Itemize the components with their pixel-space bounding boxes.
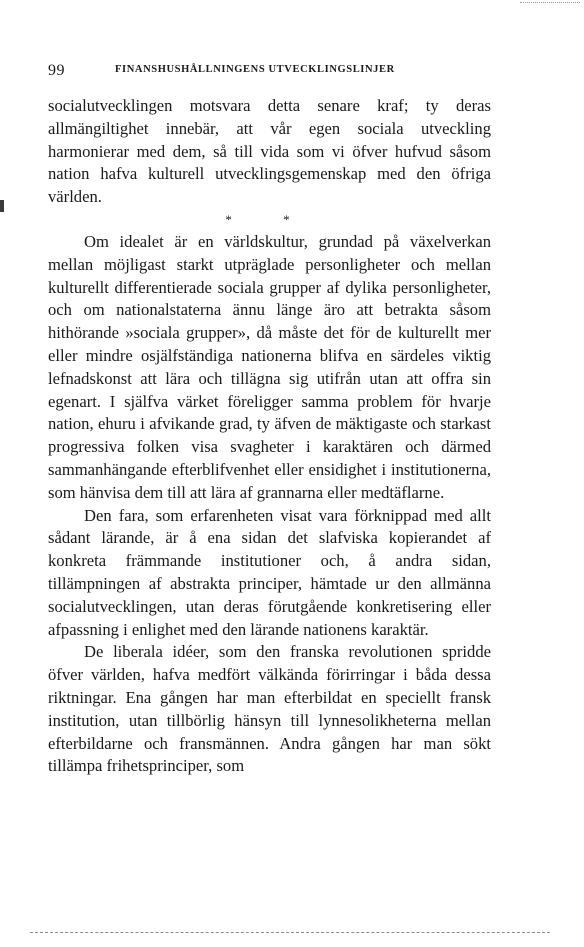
section-break-asterisks: * * xyxy=(225,211,314,227)
scan-corner-mark xyxy=(520,2,580,3)
page-number: 99 xyxy=(48,62,65,79)
body-text xyxy=(48,95,491,778)
scan-edge-mark xyxy=(0,200,4,212)
paragraph-continuation: socialutvecklingen motsvara detta senare kraf; ty deras allmängiltighet innebär, att vår egen sociala utveckling harmonierar med dem, så till vida som vi öfver hufvud såsom nation hafva kulturell utvecklingsgemenskap med den öfriga världen. xyxy=(48,96,491,207)
scan-bottom-edge xyxy=(30,932,550,933)
running-head: FINANSHUSHÅLLNINGENS UTVECKLINGSLINJER xyxy=(115,64,395,75)
page-header xyxy=(48,58,488,80)
paragraph: De liberala idéer, som den franska revolutionen spridde öfver världen, hafva medfört välkända förirringar i båda dessa riktningar. Ena gången har man efterbildat en speciellt fransk institution, utan tillbörlig hänsyn till lynnesolikheterna mellan efterbildarne och fransmännen. Andra gången har man sökt tillämpa frihetsprinciper, som xyxy=(48,642,491,776)
paragraph: Om idealet är en världskultur, grundad på växelverkan mellan möjligast starkt utpräglade personligheter och mellan kulturellt differentierade sociala grupper af dylika personligheter, och om nationalstaterna ännu länge äro att betrakta såsom hithörande »sociala grupper», då måste det för de kulturellt mer eller mindre osjälfständiga nationerna blifva en särdeles viktig lefnadskonst att lära och tillägna sig utifrån utan att offra sin egenart. I själfva värket föreligger samma problem för hvarje nation, ehuru i afvikande grad, ty äfven de mäktigaste och starkast progressiva folken visa svagheter i karaktären och därmed sammanhängande efterblifvenhet eller ensidighet i institutionerna, som hänvisa dem till att lära af grannarna eller medtäflarne. xyxy=(48,231,491,502)
paragraph: Den fara, som erfarenheten visat vara förknippad med allt sådant lärande, är å ena sidan det slafviska kopierandet af konkreta främmande institutioner och, å andra sidan, tillämpningen af abstrakta principer, hämtade ur den allmänna socialutvecklingen, utan deras förutgående konkretisering eller afpassning i enlighet med den lärande nationens karaktär. xyxy=(48,505,491,639)
